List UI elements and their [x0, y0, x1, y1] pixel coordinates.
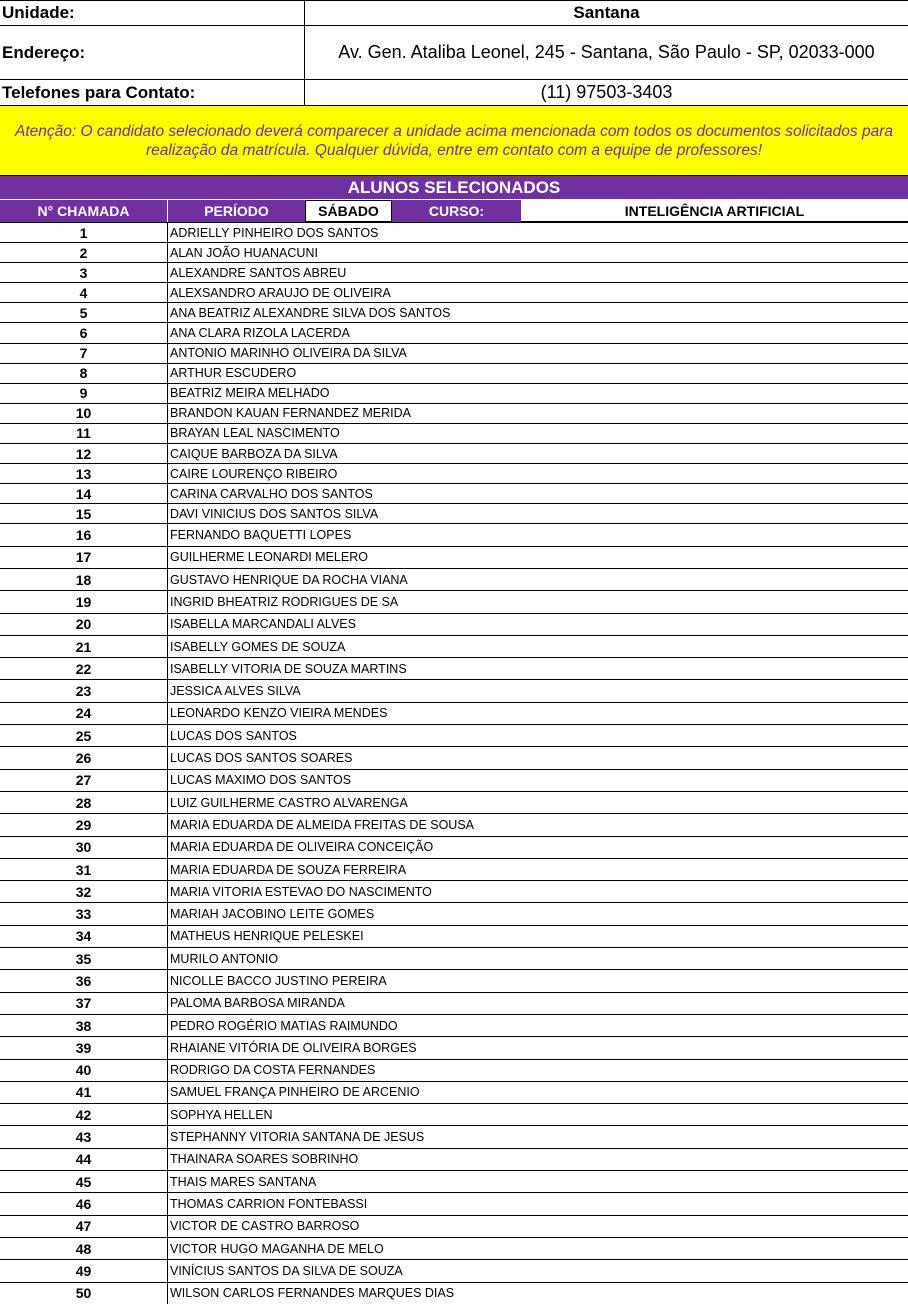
- table-row: [0, 384, 908, 404]
- student-number: 1: [0, 223, 168, 242]
- table-row: [0, 1238, 908, 1260]
- student-number: 20: [0, 614, 168, 635]
- endereco-value: Av. Gen. Ataliba Leonel, 245 - Santana, São Paulo - SP, 02033-000: [338, 42, 875, 62]
- telefone-label: Telefones para Contato:: [0, 80, 305, 105]
- student-number: 48: [0, 1238, 168, 1259]
- student-number: 40: [0, 1060, 168, 1081]
- student-number: 33: [0, 903, 168, 924]
- attention-notice: Atenção: O candidato selecionado deverá comparecer a unidade acima mencionada com todos os documentos solicitados para realização da matrícula. Qualquer dúvida, entre em contato com a equipe de professores!: [0, 106, 908, 176]
- student-name: THAIS MARES SANTANA: [170, 1174, 317, 1189]
- endereco-row: [0, 26, 908, 80]
- table-row: [0, 903, 908, 925]
- table-row: [0, 464, 908, 484]
- table-row: [0, 993, 908, 1015]
- curso-value: INTELIGÊNCIA ARTIFICIAL: [521, 200, 908, 222]
- table-row: [0, 1104, 908, 1126]
- student-number: 3: [0, 263, 168, 282]
- table-row: [0, 283, 908, 303]
- table-row: [0, 1037, 908, 1059]
- table-row: [0, 658, 908, 680]
- student-name: MARIA EDUARDA DE SOUZA FERREIRA: [170, 862, 407, 877]
- student-name: CAIQUE BARBOZA DA SILVA: [170, 446, 338, 461]
- student-list: [0, 222, 908, 1304]
- endereco-label: Endereço:: [0, 26, 305, 79]
- student-name: THAINARA SOARES SOBRINHO: [170, 1152, 359, 1167]
- student-name: MARIA VITORIA ESTEVAO DO NASCIMENTO: [170, 884, 432, 899]
- student-name: JESSICA ALVES SILVA: [170, 684, 301, 699]
- student-name: RHAIANE VITÓRIA DE OLIVEIRA BORGES: [170, 1040, 417, 1055]
- table-row: [0, 814, 908, 836]
- table-row: [0, 926, 908, 948]
- student-number: 30: [0, 837, 168, 858]
- student-number: 16: [0, 524, 168, 545]
- table-title: ALUNOS SELECIONADOS: [0, 176, 908, 200]
- table-row: [0, 569, 908, 591]
- table-row: [0, 770, 908, 792]
- table-row: [0, 792, 908, 814]
- table-row: [0, 444, 908, 464]
- student-name: LEONARDO KENZO VIEIRA MENDES: [170, 706, 388, 721]
- student-name: WILSON CARLOS FERNANDES MARQUES DIAS: [170, 1286, 455, 1301]
- table-row: [0, 524, 908, 546]
- table-row: [0, 243, 908, 263]
- student-number: 32: [0, 881, 168, 902]
- table-row: [0, 1216, 908, 1238]
- student-number: 27: [0, 770, 168, 791]
- table-row: [0, 591, 908, 613]
- table-row: [0, 636, 908, 658]
- table-header: [0, 200, 908, 222]
- student-number: 5: [0, 303, 168, 322]
- student-number: 42: [0, 1104, 168, 1125]
- student-number: 28: [0, 792, 168, 813]
- student-number: 44: [0, 1149, 168, 1170]
- student-number: 14: [0, 484, 168, 503]
- table-row: [0, 223, 908, 243]
- table-row: [0, 859, 908, 881]
- student-number: 24: [0, 703, 168, 724]
- student-name: FERNANDO BAQUETTI LOPES: [170, 528, 352, 543]
- student-number: 7: [0, 344, 168, 363]
- table-row: [0, 504, 908, 524]
- table-row: [0, 680, 908, 702]
- table-row: [0, 1283, 908, 1304]
- student-name: ISABELLA MARCANDALI ALVES: [170, 617, 356, 632]
- student-number: 22: [0, 658, 168, 679]
- unidade-value: Santana: [573, 3, 640, 22]
- table-row: [0, 881, 908, 903]
- student-number: 26: [0, 747, 168, 768]
- student-number: 46: [0, 1193, 168, 1214]
- student-name: ADRIELLY PINHEIRO DOS SANTOS: [170, 225, 379, 240]
- table-row: [0, 424, 908, 444]
- student-number: 23: [0, 680, 168, 701]
- student-name: INGRID BHEATRIZ RODRIGUES DE SA: [170, 594, 399, 609]
- student-number: 19: [0, 591, 168, 612]
- table-row: [0, 1126, 908, 1148]
- table-row: [0, 614, 908, 636]
- student-name: LUCAS DOS SANTOS: [170, 728, 297, 743]
- table-row: [0, 1193, 908, 1215]
- student-number: 10: [0, 404, 168, 423]
- header-numero-chamada: N° CHAMADA: [0, 200, 168, 222]
- student-name: NICOLLE BACCO JUSTINO PEREIRA: [170, 973, 387, 988]
- table-row: [0, 263, 908, 283]
- student-name: GUILHERME LEONARDI MELERO: [170, 550, 368, 565]
- student-number: 9: [0, 384, 168, 403]
- student-number: 12: [0, 444, 168, 463]
- student-name: MATHEUS HENRIQUE PELESKEI: [170, 929, 364, 944]
- table-row: [0, 404, 908, 424]
- table-row: [0, 344, 908, 364]
- table-row: [0, 948, 908, 970]
- student-name: PEDRO ROGÉRIO MATIAS RAIMUNDO: [170, 1018, 398, 1033]
- table-row: [0, 970, 908, 992]
- student-number: 18: [0, 569, 168, 590]
- table-row: [0, 837, 908, 859]
- telefone-value: (11) 97503-3403: [540, 82, 673, 102]
- student-name: ISABELLY GOMES DE SOUZA: [170, 639, 346, 654]
- table-row: [0, 303, 908, 323]
- student-number: 8: [0, 364, 168, 383]
- student-name: BRANDON KAUAN FERNANDEZ MERIDA: [170, 406, 411, 421]
- table-row: [0, 703, 908, 725]
- header-curso: CURSO:: [392, 200, 521, 222]
- student-name: VINÍCIUS SANTOS DA SILVA DE SOUZA: [170, 1263, 403, 1278]
- student-name: MARIA EDUARDA DE ALMEIDA FREITAS DE SOUSA: [170, 817, 475, 832]
- student-name: RODRIGO DA COSTA FERNANDES: [170, 1063, 376, 1078]
- student-number: 50: [0, 1283, 168, 1304]
- student-name: MURILO ANTONIO: [170, 951, 279, 966]
- student-number: 21: [0, 636, 168, 657]
- student-number: 43: [0, 1126, 168, 1147]
- student-name: LUCAS MAXIMO DOS SANTOS: [170, 773, 352, 788]
- student-name: SOPHYA HELLEN: [170, 1107, 273, 1122]
- table-row: [0, 747, 908, 769]
- student-name: LUIZ GUILHERME CASTRO ALVARENGA: [170, 795, 408, 810]
- student-number: 31: [0, 859, 168, 880]
- student-name: ALAN JOÃO HUANACUNI: [170, 245, 318, 260]
- unidade-row: [0, 0, 908, 26]
- table-row: [0, 1060, 908, 1082]
- student-name: SAMUEL FRANÇA PINHEIRO DE ARCENIO: [170, 1085, 420, 1100]
- telefone-row: [0, 80, 908, 106]
- student-name: BEATRIZ MEIRA MELHADO: [170, 386, 330, 401]
- student-number: 4: [0, 283, 168, 302]
- student-number: 17: [0, 547, 168, 568]
- table-row: [0, 484, 908, 504]
- student-name: GUSTAVO HENRIQUE DA ROCHA VIANA: [170, 572, 408, 587]
- student-name: STEPHANNY VITORIA SANTANA DE JESUS: [170, 1130, 425, 1145]
- student-number: 13: [0, 464, 168, 483]
- student-name: PALOMA BARBOSA MIRANDA: [170, 996, 345, 1011]
- student-number: 34: [0, 926, 168, 947]
- student-name: VICTOR HUGO MAGANHA DE MELO: [170, 1241, 384, 1256]
- student-name: BRAYAN LEAL NASCIMENTO: [170, 426, 340, 441]
- table-row: [0, 1015, 908, 1037]
- student-number: 45: [0, 1171, 168, 1192]
- student-name: ANA BEATRIZ ALEXANDRE SILVA DOS SANTOS: [170, 305, 451, 320]
- student-number: 39: [0, 1037, 168, 1058]
- table-row: [0, 547, 908, 569]
- student-name: CAIRE LOURENÇO RIBEIRO: [170, 466, 338, 481]
- student-name: DAVI VINICIUS DOS SANTOS SILVA: [170, 506, 379, 521]
- student-name: MARIA EDUARDA DE OLIVEIRA CONCEIÇÃO: [170, 840, 434, 855]
- periodo-value: SÁBADO: [305, 200, 392, 222]
- student-name: VICTOR DE CASTRO BARROSO: [170, 1219, 360, 1234]
- student-name: MARIAH JACOBINO LEITE GOMES: [170, 907, 375, 922]
- table-row: [0, 1171, 908, 1193]
- student-name: ISABELLY VITORIA DE SOUZA MARTINS: [170, 661, 407, 676]
- student-name: CARINA CARVALHO DOS SANTOS: [170, 486, 373, 501]
- table-row: [0, 364, 908, 384]
- student-number: 36: [0, 970, 168, 991]
- student-number: 35: [0, 948, 168, 969]
- table-row: [0, 1082, 908, 1104]
- student-number: 41: [0, 1082, 168, 1103]
- student-name: ARTHUR ESCUDERO: [170, 366, 297, 381]
- student-number: 49: [0, 1260, 168, 1281]
- table-row: [0, 725, 908, 747]
- student-number: 2: [0, 243, 168, 262]
- unidade-label: Unidade:: [0, 1, 305, 25]
- student-name: ALEXANDRE SANTOS ABREU: [170, 265, 347, 280]
- student-name: ALEXSANDRO ARAUJO DE OLIVEIRA: [170, 285, 391, 300]
- student-number: 38: [0, 1015, 168, 1036]
- student-name: THOMAS CARRION FONTEBASSI: [170, 1196, 368, 1211]
- student-name: LUCAS DOS SANTOS SOARES: [170, 751, 353, 766]
- table-row: [0, 1149, 908, 1171]
- header-periodo: PERÍODO: [168, 200, 305, 222]
- student-number: 11: [0, 424, 168, 443]
- student-name: ANA CLARA RIZOLA LACERDA: [170, 326, 350, 341]
- table-row: [0, 1260, 908, 1282]
- student-name: ANTONIO MARINHO OLIVEIRA DA SILVA: [170, 346, 407, 361]
- student-number: 25: [0, 725, 168, 746]
- student-number: 29: [0, 814, 168, 835]
- student-number: 37: [0, 993, 168, 1014]
- student-number: 15: [0, 504, 168, 523]
- student-number: 47: [0, 1216, 168, 1237]
- table-row: [0, 323, 908, 343]
- student-number: 6: [0, 323, 168, 342]
